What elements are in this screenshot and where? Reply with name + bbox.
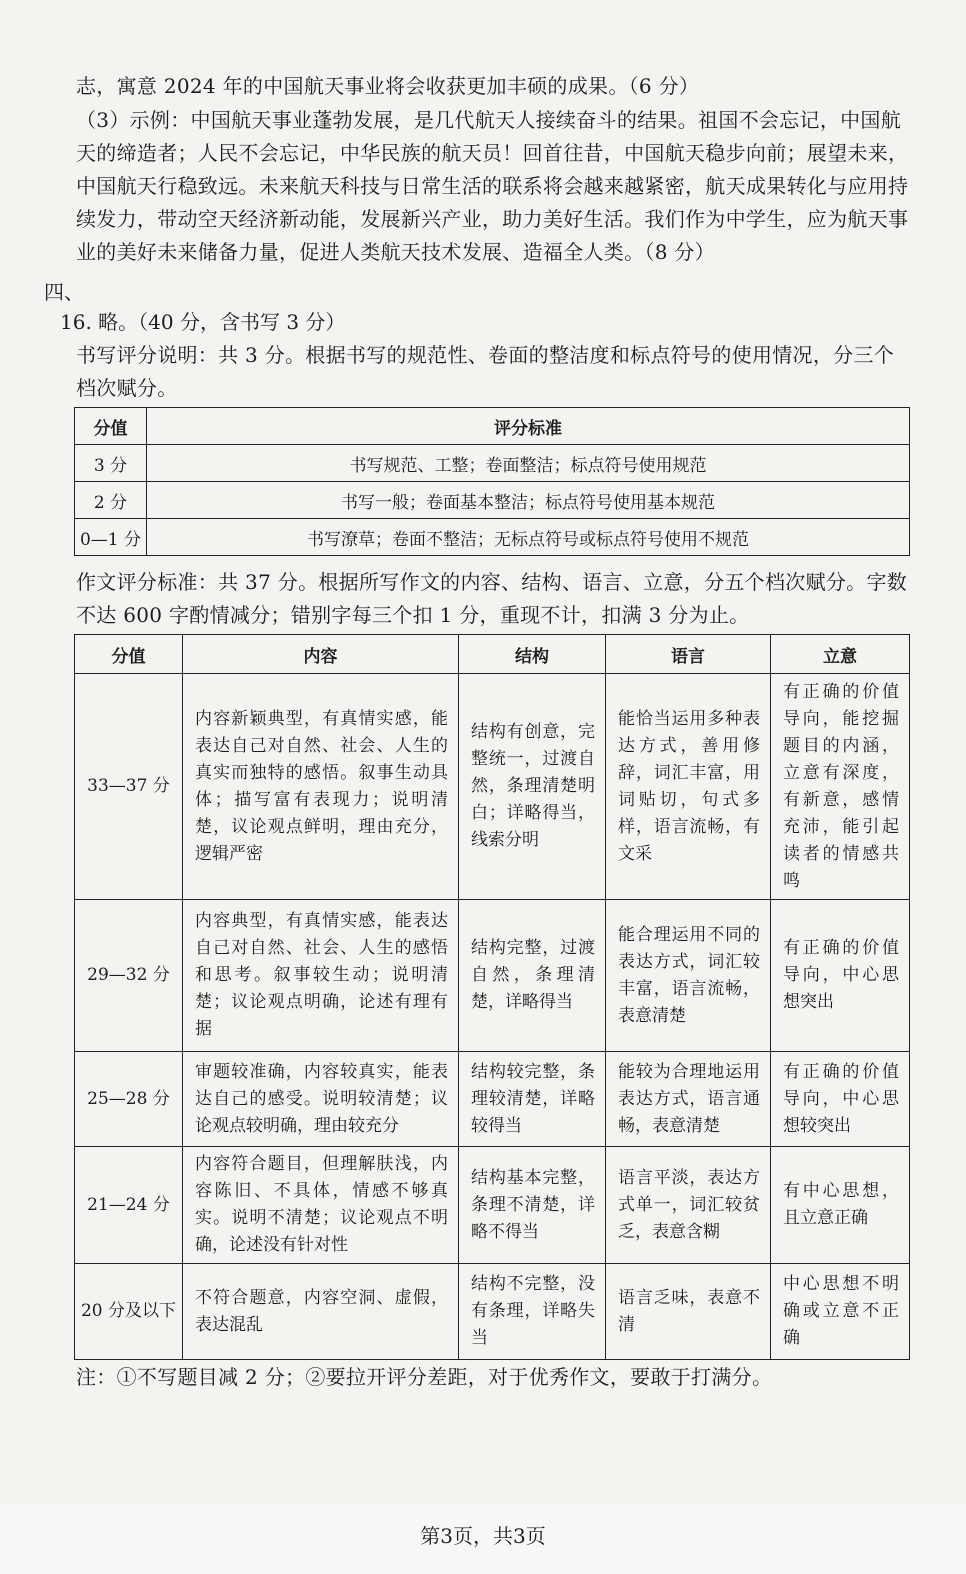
table-header: 语言 [606,635,771,674]
table-cell: 有中心思想，且立意正确 [771,1147,910,1264]
essay-scoring-intro: 作文评分标准：共 37 分。根据所写作文的内容、结构、语言、立意，分五个档次赋分。字数不达 600 字酌情减分；错别字每三个扣 1 分，重现不计，扣满 3 分为止。 [76,570,908,627]
table-cell: 0—1 分 [75,519,147,556]
table-cell: 能合理运用不同的表达方式，词汇较丰富，语言流畅，表意清楚 [606,900,771,1052]
section-heading: 四、 [44,280,84,304]
table-cell: 2 分 [75,482,147,519]
table-header: 立意 [771,635,910,674]
table-cell: 语言平淡，表达方式单一，词汇较贫乏，表意含糊 [606,1147,771,1264]
table-cell: 结构较完整，条理较清楚，详略较得当 [459,1052,606,1147]
table-cell: 有正确的价值导向，中心思想较突出 [771,1052,910,1147]
table-cell: 有正确的价值导向，能挖掘题目的内涵，立意有深度，有新意，感情充沛，能引起读者的情感共鸣 [771,674,910,900]
writing-scoring-intro: 书写评分说明：共 3 分。根据书写的规范性、卷面的整洁度和标点符号的使用情况，分三个档次赋分。 [76,343,895,400]
page-number: 第3页，共3页 [420,1524,546,1548]
table-cell: 结构不完整，没有条理，详略失当 [459,1264,606,1360]
table-cell: 21—24 分 [75,1147,183,1264]
table-row [75,1052,910,1147]
table-cell: 语言乏味，表意不清 [606,1264,771,1360]
table-cell: 25—28 分 [75,1052,183,1147]
table-row [75,445,910,482]
table-row [75,482,910,519]
essay-score-table [74,634,910,1360]
table-row [75,1264,910,1360]
table-header: 结构 [459,635,606,674]
table-cell: 内容新颖典型，有真情实感，能表达自己对自然、社会、人生的真实而独特的感悟。叙事生动具体；描写富有表现力；说明清楚，议论观点鲜明，理由充分，逻辑严密 [183,674,459,900]
table-header: 分值 [75,635,183,674]
table-header: 评分标准 [147,408,910,445]
table-cell: 书写规范、工整；卷面整洁；标点符号使用规范 [147,445,910,482]
answer-paragraph-continued: 志，寓意 2024 年的中国航天事业将会收获更加丰硕的成果。（6 分） [76,74,700,98]
table-cell: 有正确的价值导向，中心思想突出 [771,900,910,1052]
table-cell: 书写一般；卷面基本整洁；标点符号使用基本规范 [147,482,910,519]
table-cell: 内容典型，有真情实感，能表达自己对自然、社会、人生的感悟和思考。叙事较生动；说明清楚；议论观点明确，论述有理有据 [183,900,459,1052]
table-cell: 能较为合理地运用表达方式，语言通畅，表意清楚 [606,1052,771,1147]
table-cell: 29—32 分 [75,900,183,1052]
table-cell: 不符合题意，内容空洞、虚假，表达混乱 [183,1264,459,1360]
writing-score-table [74,407,910,556]
table-header: 分值 [75,408,147,445]
table-cell: 结构有创意，完整统一，过渡自然，条理清楚明白；详略得当，线索分明 [459,674,606,900]
table-row [75,900,910,1052]
table-header: 内容 [183,635,459,674]
table-cell: 结构完整，过渡自然，条理清楚，详略得当 [459,900,606,1052]
table-cell: 审题较准确，内容较真实，能表达自己的感受。说明较清楚；议论观点较明确，理由较充分 [183,1052,459,1147]
scoring-note: 注：①不写题目减 2 分；②要拉开评分差距，对于优秀作文，要敢于打满分。 [76,1365,773,1389]
table-cell: 20 分及以下 [75,1264,183,1360]
table-cell: 3 分 [75,445,147,482]
answer-paragraph-example: （3）示例：中国航天事业蓬勃发展，是几代航天人接续奋斗的结果。祖国不会忘记，中国航天的缔造者；人民不会忘记，中华民族的航天员！回首往昔，中国航天稳步向前；展望未来，中国航天行稳致远。未来航天科技与日常生活的联系将会越来越紧密，航天成果转化与应用持续发力，带动空天经济新动能，发展新兴产业，助力美好生活。我们作为中学生，应为航天事业的美好未来储备力量，促进人类航天技术发展、造福全人类。（8 分） [76,108,909,264]
table-cell: 33—37 分 [75,674,183,900]
table-cell: 结构基本完整，条理不清楚，详略不得当 [459,1147,606,1264]
table-row [75,674,910,900]
table-row [75,1147,910,1264]
table-cell: 能恰当运用多种表达方式，善用修辞，词汇丰富，用词贴切，句式多样，语言流畅，有文采 [606,674,771,900]
table-cell: 内容符合题目，但理解肤浅，内容陈旧、不具体，情感不够真实。说明不清楚；议论观点不明确，论述没有针对性 [183,1147,459,1264]
table-row [75,519,910,556]
table-cell: 中心思想不明确或立意不正确 [771,1264,910,1360]
table-cell: 书写潦草；卷面不整洁；无标点符号或标点符号使用不规范 [147,519,910,556]
question-16: 16. 略。（40 分，含书写 3 分） [60,310,346,334]
